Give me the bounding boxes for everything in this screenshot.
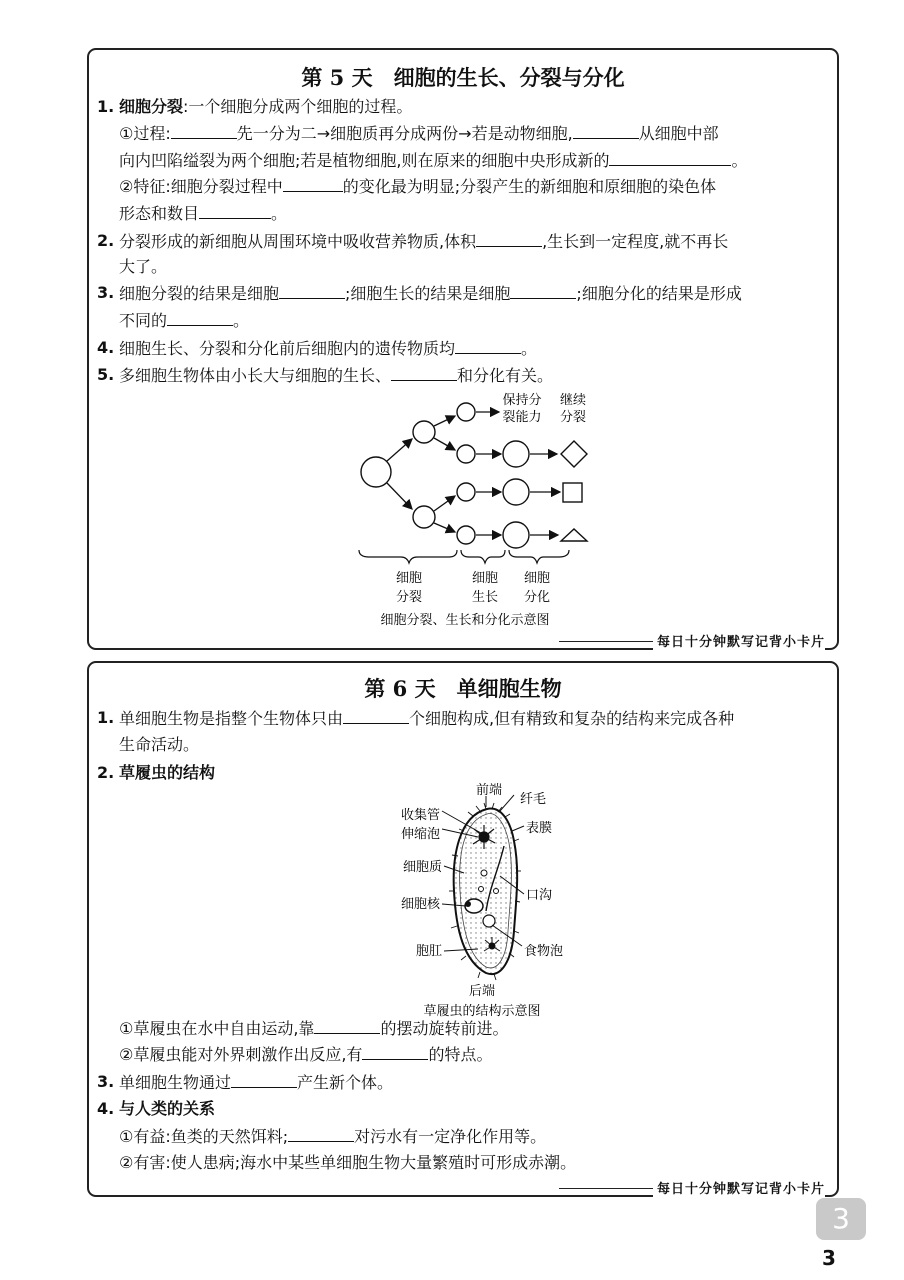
text-line [119,175,716,198]
text-line [119,256,167,278]
day5-card [87,48,839,650]
fill-in-blank[interactable] [343,707,409,724]
text-segment: ,生长到一定程度,就不再长 [542,232,729,251]
square-cell [563,483,582,502]
cell-division-diagram [349,387,629,629]
cell-gen3-2 [457,445,475,463]
item-number: 3. [97,1072,115,1091]
label-food-vacuole: 食物泡 [524,944,564,959]
text-segment: :一个细胞分成两个细胞的过程。 [183,97,413,116]
stage-division-2: 分裂 [395,590,423,605]
text-line [119,1098,215,1120]
fill-in-blank[interactable] [455,337,521,354]
text-segment: 的变化最为明显;分裂产生的新细胞和原细胞的染色体 [342,177,717,196]
label-cytoplasm: 细胞质 [402,860,442,875]
text-segment: 的特点。 [428,1045,493,1064]
label-keep-1: 保持分 [502,393,542,408]
fill-in-blank[interactable] [314,1017,380,1034]
text-segment: ;细胞生长的结果是细胞 [345,284,511,303]
text-line [119,202,287,225]
footer-label: 每日十分钟默写记背小卡片 [653,1178,825,1197]
text-segment: ①有益:鱼类的天然饵料; [119,1127,289,1146]
text-segment: 大了。 [119,257,168,276]
day5-title: 第 5 天 细胞的生长、分裂与分化 [301,65,625,90]
text-line [119,364,553,387]
label-anal-pore: 胞肛 [415,944,442,959]
brace-growth [461,550,505,563]
text-segment: 分裂形成的新细胞从周围环境中吸收营养物质,体积 [119,232,477,251]
text-line [119,734,199,756]
text-line [119,230,728,253]
stage-differentiation-1: 细胞 [523,571,551,586]
bold-term: 细胞分裂 [119,97,184,116]
diagram-caption: 细胞分裂、生长和分化示意图 [380,613,550,628]
fill-in-blank[interactable] [283,175,343,192]
text-segment: 。 [271,204,288,223]
item-number: 1. [97,97,115,116]
day6-card [87,661,839,1197]
grown-cell-1 [503,441,529,467]
bold-term: 草履虫的结构 [119,763,216,782]
label-oral-groove: 口沟 [526,888,553,903]
text-segment: 。 [521,339,538,358]
text-line [119,1125,546,1148]
text-line [119,122,719,145]
label-keep-2: 裂能力 [502,410,542,425]
text-line [119,762,215,784]
text-segment: 细胞生长、分裂和分化前后细胞内的遗传物质均 [119,339,456,358]
text-line [119,149,748,172]
text-segment: 。 [233,311,250,330]
text-segment: ②有害:使人患病;海水中某些单细胞生物大量繁殖时可形成赤潮。 [119,1153,577,1172]
label-cilia: 纤毛 [520,792,547,807]
paramecium-diagram [374,781,604,1021]
text-segment: 产生新个体。 [297,1073,394,1092]
footer-rule [559,641,667,642]
label-nucleus: 细胞核 [400,897,440,912]
text-segment: 和分化有关。 [457,366,554,385]
label-continue-1: 继续 [559,393,587,408]
text-segment: 。 [731,151,748,170]
text-segment: 不同的 [119,311,168,330]
text-segment: 先一分为二→细胞质再分成两份→若是动物细胞, [236,124,573,143]
cell-gen3-4 [457,526,475,544]
page-badge: 3 [816,1198,866,1240]
item-number: 2. [97,231,115,250]
text-line [119,282,742,305]
brace-differentiation [509,550,569,563]
cell-gen2-top [413,421,435,443]
text-segment: 的摆动旋转前进。 [380,1019,509,1038]
fill-in-blank[interactable] [231,1071,297,1088]
item-number: 3. [97,283,115,302]
text-segment: 生命活动。 [119,735,200,754]
label-contractile-vacuole: 伸缩泡 [400,827,440,842]
text-line [119,96,412,118]
stage-differentiation-2: 分化 [523,590,551,605]
fill-in-blank[interactable] [167,309,233,326]
text-segment: 多细胞生物体由小长大与细胞的生长、 [119,366,392,385]
text-line [119,337,537,360]
paramecium-caption: 草履虫的结构示意图 [423,1004,541,1019]
text-segment: 细胞分裂的结果是细胞 [119,284,280,303]
grown-cell-2 [503,479,529,505]
item-number: 1. [97,708,115,727]
fill-in-blank[interactable] [288,1125,354,1142]
text-segment: 对污水有一定净化作用等。 [354,1127,547,1146]
fill-in-blank[interactable] [171,122,237,139]
text-line [119,1043,492,1066]
fill-in-blank[interactable] [609,149,731,166]
item-number: 4. [97,1099,115,1118]
page-number: 3 [822,1246,836,1270]
footer-label: 每日十分钟默写记背小卡片 [653,631,825,650]
stage-growth-2: 生长 [471,590,499,605]
text-line [119,1017,508,1040]
fill-in-blank[interactable] [199,202,271,219]
label-front: 前端 [475,783,503,798]
text-segment: 向内凹陷缢裂为两个细胞;若是植物细胞,则在原来的细胞中央形成新的 [119,151,610,170]
item-number: 4. [97,338,115,357]
text-segment: ;细胞分化的结果是形成 [576,284,742,303]
stage-division-1: 细胞 [395,571,423,586]
stage-growth-1: 细胞 [471,571,499,586]
text-segment: ①过程: [119,124,171,143]
fill-in-blank[interactable] [476,230,542,247]
label-membrane: 表膜 [526,821,553,836]
text-segment: 单细胞生物通过 [119,1073,232,1092]
fill-in-blank[interactable] [362,1043,428,1060]
fill-in-blank[interactable] [391,364,457,381]
text-segment: ②草履虫能对外界刺激作出反应,有 [119,1045,363,1064]
text-segment: 个细胞构成,但有精致和复杂的结构来完成各种 [409,709,735,728]
brace-division [359,550,457,563]
triangle-cell [561,529,587,541]
bold-term: 与人类的关系 [119,1099,216,1118]
label-rear: 后端 [468,984,496,999]
cell-gen3-1 [457,403,475,421]
grown-cell-3 [503,522,529,548]
text-segment: ②特征:细胞分裂过程中 [119,177,283,196]
text-line [119,1071,393,1094]
cell-gen3-3 [457,483,475,501]
diamond-cell [561,441,587,467]
text-segment: ①草履虫在水中自由运动,靠 [119,1019,315,1038]
label-collecting-tube: 收集管 [400,808,440,823]
text-segment: 形态和数目 [119,204,200,223]
text-segment: 单细胞生物是指整个生物体只由 [119,709,344,728]
initial-cell [361,457,391,487]
text-segment: 从细胞中部 [638,124,719,143]
fill-in-blank[interactable] [279,282,345,299]
text-line [119,707,734,730]
day6-title: 第 6 天 单细胞生物 [364,676,562,701]
label-continue-2: 分裂 [559,410,587,425]
text-line [119,309,249,332]
text-line [119,1152,576,1174]
fill-in-blank[interactable] [510,282,576,299]
fill-in-blank[interactable] [573,122,639,139]
food-vacuole-shape [483,915,495,927]
item-number: 2. [97,763,115,782]
item-number: 5. [97,365,115,384]
footer-rule [559,1188,667,1189]
cell-gen2-bottom [413,506,435,528]
